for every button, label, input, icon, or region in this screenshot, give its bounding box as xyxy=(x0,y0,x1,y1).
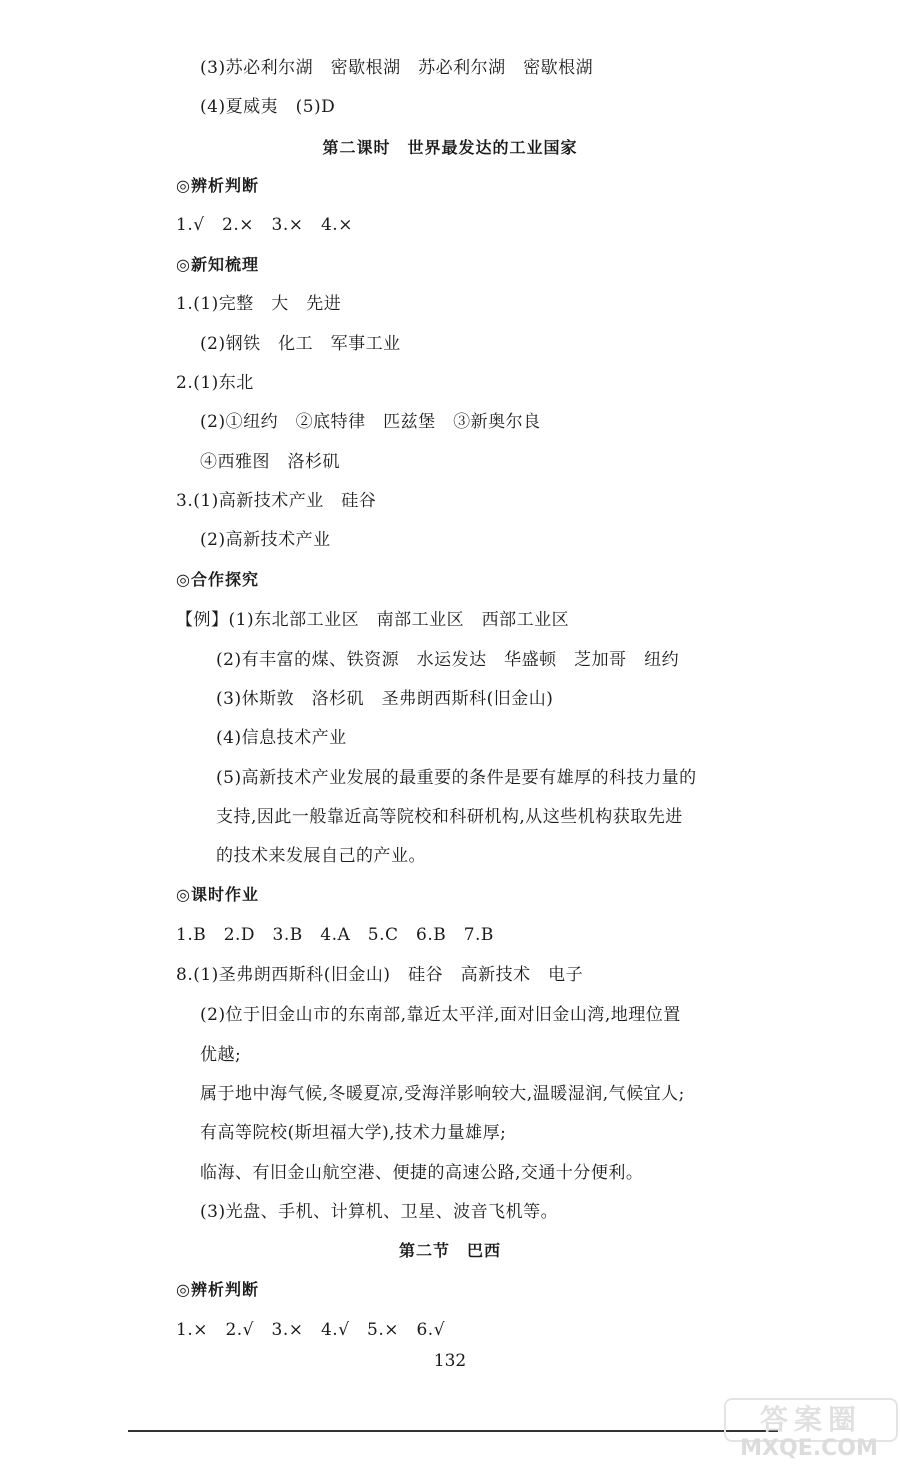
answer-line: 优越; xyxy=(200,1045,242,1065)
answer-line: (2)钢铁 化工 军事工业 xyxy=(200,334,401,354)
section-heading: ◎课时作业 xyxy=(176,885,259,904)
answer-line: 1.(1)完整 大 先进 xyxy=(176,294,342,314)
answer-line: ④西雅图 洛杉矶 xyxy=(200,452,340,472)
section-heading: ◎辨析判断 xyxy=(176,176,259,195)
answer-line: 3.(1)高新技术产业 硅谷 xyxy=(176,491,377,511)
watermark-logo: 答案圈 xyxy=(724,1398,898,1442)
answer-line: 1.B 2.D 3.B 4.A 5.C 6.B 7.B xyxy=(176,925,494,945)
section-heading: ◎新知梳理 xyxy=(176,255,259,274)
answer-line: 1.√ 2.× 3.× 4.× xyxy=(176,215,353,235)
answer-line: 有高等院校(斯坦福大学),技术力量雄厚; xyxy=(200,1123,507,1143)
watermark-url: MXQE.COM xyxy=(740,1436,878,1461)
answer-line: (3)光盘、手机、计算机、卫星、波音飞机等。 xyxy=(200,1202,559,1222)
answer-line: 支持,因此一般靠近高等院校和科研机构,从这些机构获取先进 xyxy=(216,807,683,827)
answer-line: (2)高新技术产业 xyxy=(200,530,331,550)
section-heading: ◎辨析判断 xyxy=(176,1280,259,1299)
answer-line: (5)高新技术产业发展的最重要的条件是要有雄厚的科技力量的 xyxy=(216,768,697,788)
answer-line: 属于地中海气候,冬暖夏凉,受海洋影响较大,温暖湿润,气候宜人; xyxy=(200,1084,685,1104)
footer-rule xyxy=(128,1430,778,1432)
answer-line: 2.(1)东北 xyxy=(176,373,254,393)
answer-line: 8.(1)圣弗朗西斯科(旧金山) 硅谷 高新技术 电子 xyxy=(176,965,584,985)
answer-line: (3)休斯敦 洛杉矶 圣弗朗西斯科(旧金山) xyxy=(216,689,554,709)
answer-line: 的技术来发展自己的产业。 xyxy=(216,846,426,866)
page-number: 132 xyxy=(433,1351,467,1371)
section-title: 第二节 巴西 xyxy=(398,1241,501,1260)
answer-line: (4)夏威夷 (5)D xyxy=(200,97,336,117)
answer-line: (2)①纽约 ②底特律 匹兹堡 ③新奥尔良 xyxy=(200,412,541,432)
lesson-title: 第二课时 世界最发达的工业国家 xyxy=(322,138,578,157)
answer-line: (2)有丰富的煤、铁资源 水运发达 华盛顿 芝加哥 纽约 xyxy=(216,650,680,670)
answer-line: 临海、有旧金山航空港、便捷的高速公路,交通十分便利。 xyxy=(200,1163,644,1183)
answer-line: (2)位于旧金山市的东南部,靠近太平洋,面对旧金山湾,地理位置 xyxy=(200,1005,681,1025)
answer-line: (4)信息技术产业 xyxy=(216,728,347,748)
section-heading: ◎合作探究 xyxy=(176,570,259,589)
answer-line: 1.× 2.√ 3.× 4.√ 5.× 6.√ xyxy=(176,1320,446,1340)
answer-line: (3)苏必利尔湖 密歇根湖 苏必利尔湖 密歇根湖 xyxy=(200,58,594,78)
watermark xyxy=(724,1398,894,1460)
answer-line: 【例】(1)东北部工业区 南部工业区 西部工业区 xyxy=(176,610,570,630)
